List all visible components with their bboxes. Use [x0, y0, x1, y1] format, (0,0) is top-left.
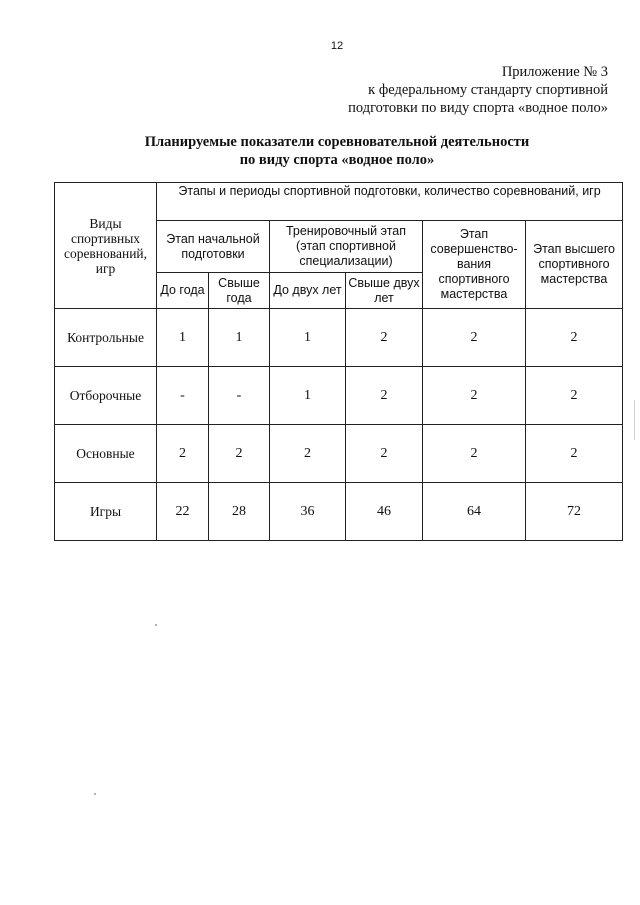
table-row-games	[55, 483, 623, 541]
table-cell: 72	[526, 483, 623, 541]
subheader-training-over-two-years: Свыше двух лет	[346, 273, 423, 309]
table-row-qualifying	[55, 367, 623, 425]
appendix-sport: подготовки по виду спорта «водное поло»	[348, 100, 608, 116]
table-row-main	[55, 425, 623, 483]
row-label: Основные	[55, 425, 157, 483]
stage-improvement-header: Этап совершенство-вания спортивного мастерства	[423, 221, 526, 309]
document-title-line-1: Планируемые показатели соревновательной деятельности	[144, 134, 530, 150]
table-cell: 2	[157, 425, 209, 483]
table-cell: 28	[209, 483, 270, 541]
appendix-note	[348, 63, 608, 117]
table-cell: 2	[526, 309, 623, 367]
document-title	[0, 133, 640, 169]
table-cell: 2	[423, 425, 526, 483]
table-cell: 2	[346, 367, 423, 425]
table-cell: 2	[346, 425, 423, 483]
row-label: Отборочные	[55, 367, 157, 425]
table-cell: 2	[209, 425, 270, 483]
table-cell: 1	[270, 367, 346, 425]
table-cell: 2	[423, 309, 526, 367]
stages-group-header: Этапы и периоды спортивной подготовки, количество соревнований, игр	[157, 183, 623, 221]
scan-speck	[94, 793, 96, 795]
competition-indicators-table	[54, 182, 623, 541]
table-cell: -	[157, 367, 209, 425]
scan-speck	[155, 624, 157, 626]
table-cell: -	[209, 367, 270, 425]
subheader-training-upto-two-years: До двух лет	[270, 273, 346, 309]
table-cell: 1	[270, 309, 346, 367]
row-label: Игры	[55, 483, 157, 541]
page-number: 12	[330, 40, 344, 52]
row-label: Контрольные	[55, 309, 157, 367]
subheader-initial-over-year: Свыше года	[209, 273, 270, 309]
table-cell: 64	[423, 483, 526, 541]
table-cell: 1	[209, 309, 270, 367]
stage-initial-header: Этап начальной подготовки	[157, 221, 270, 273]
table-cell: 46	[346, 483, 423, 541]
appendix-reference: к федеральному стандарту спортивной	[368, 82, 608, 98]
table-cell: 2	[346, 309, 423, 367]
table-cell: 2	[270, 425, 346, 483]
table-cell: 2	[423, 367, 526, 425]
table-cell: 1	[157, 309, 209, 367]
table-row-control	[55, 309, 623, 367]
competition-types-header: Виды спортивных соревнований, игр	[55, 183, 157, 309]
appendix-number: Приложение № 3	[501, 64, 608, 80]
table-cell: 2	[526, 367, 623, 425]
stage-highest-header: Этап высшего спортивного мастерства	[526, 221, 623, 309]
document-title-line-2: по виду спорта «водное поло»	[239, 152, 435, 168]
subheader-initial-upto-year: До года	[157, 273, 209, 309]
table-cell: 2	[526, 425, 623, 483]
table-cell: 22	[157, 483, 209, 541]
scan-speck	[634, 400, 635, 440]
stage-training-header: Тренировочный этап (этап спортивной специализации)	[270, 221, 423, 273]
table-cell: 36	[270, 483, 346, 541]
